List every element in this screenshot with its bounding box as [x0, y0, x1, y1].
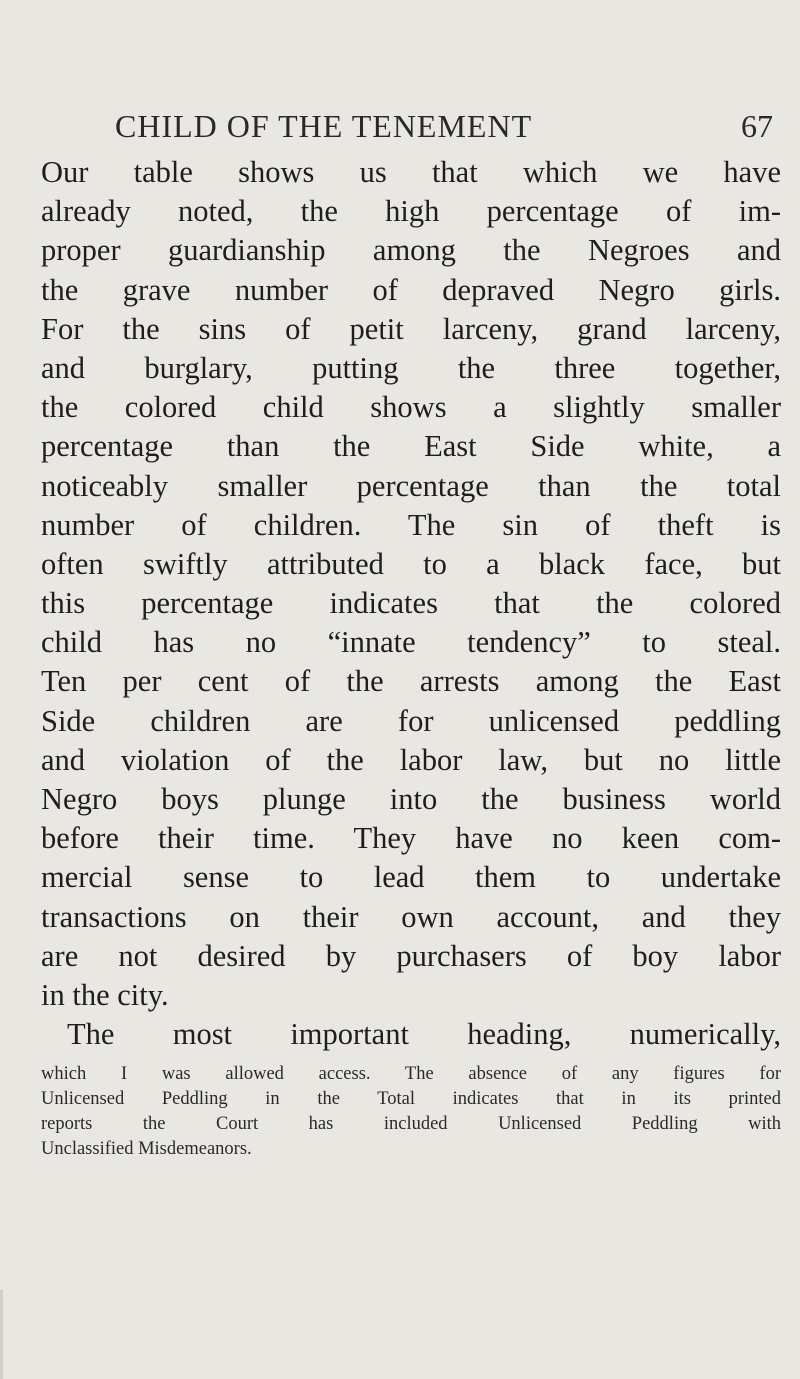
- text-line: Negro boys plunge into the business world: [41, 782, 781, 816]
- text-line: Side children are for unlicensed peddling: [41, 703, 781, 738]
- text-line: often swiftly attributed to a black face, but: [41, 546, 781, 581]
- footnote-line: Unclassified Misdemeanors.: [41, 1139, 252, 1159]
- text-line: mercial sense to lead them to undertake: [41, 860, 781, 895]
- text-line: proper guardianship among the Negroes and: [41, 233, 781, 268]
- running-title: CHILD OF THE TENEMENT: [115, 108, 533, 144]
- body-text: [41, 153, 781, 1054]
- text-line: the colored child shows a slightly smaller: [41, 390, 781, 425]
- text-line: and burglary, putting the three together,: [41, 350, 781, 385]
- text-line: noticeably smaller percentage than the total: [41, 468, 781, 503]
- text-line: this percentage indicates that the colored: [41, 586, 781, 621]
- text-line: number of children. The sin of theft is: [41, 507, 781, 542]
- footnote-line: Unlicensed Peddling in the Total indicates that in its printed: [41, 1089, 781, 1109]
- text-line: percentage than the East Side white, a: [41, 429, 781, 464]
- text-line: the grave number of depraved Negro girls.: [41, 272, 781, 307]
- text-line: transactions on their own account, and they: [41, 899, 781, 934]
- text-line: in the city.: [41, 977, 169, 1012]
- text-line: Our table shows us that which we have: [41, 155, 781, 189]
- text-line: The most important heading, numerically,: [67, 1017, 781, 1052]
- text-line: Ten per cent of the arrests among the East: [41, 664, 781, 699]
- running-head: [0, 108, 800, 148]
- text-line: and violation of the labor law, but no little: [41, 742, 781, 777]
- page-number: 67: [741, 108, 773, 144]
- footnote: [41, 1062, 781, 1162]
- text-line: before their time. They have no keen com-: [41, 821, 781, 856]
- footnote-line: reports the Court has included Unlicensed Peddling with: [41, 1114, 781, 1134]
- page-edge-shadow: [0, 1290, 3, 1379]
- text-line: child has no “innate tendency” to steal.: [41, 625, 781, 660]
- text-line: For the sins of petit larceny, grand larceny,: [41, 311, 781, 346]
- footnote-line: which I was allowed access. The absence of any figures for: [41, 1064, 781, 1084]
- text-line: already noted, the high percentage of im-: [41, 194, 781, 229]
- text-line: are not desired by purchasers of boy labor: [41, 938, 781, 973]
